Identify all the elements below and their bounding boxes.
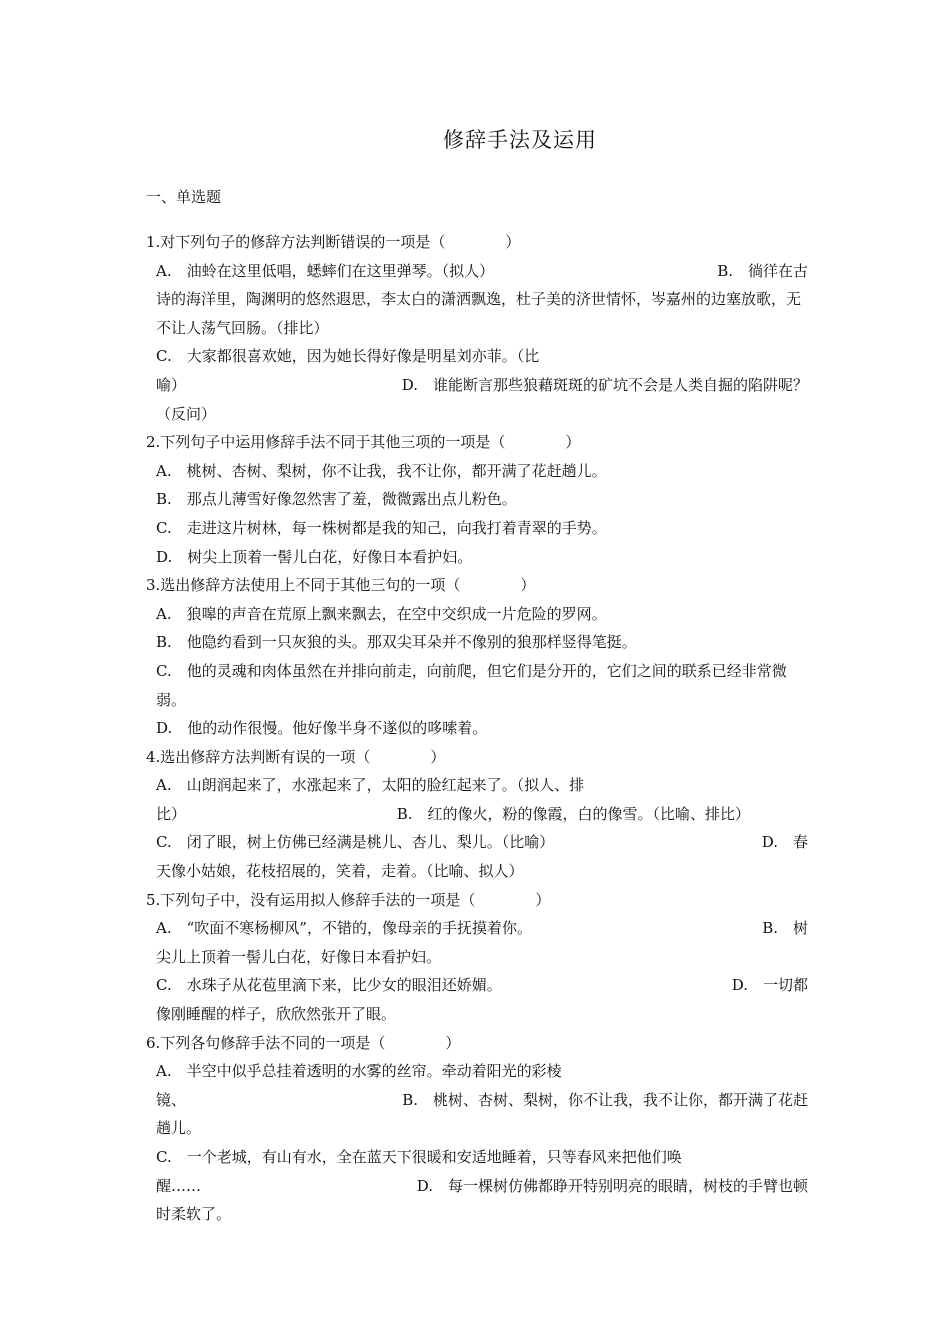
question-stem: 2.下列句子中运用修辞手法不同于其他三项的一项是（ ） [146, 433, 581, 452]
question-stem: 1.对下列句子的修辞方法判断错误的一项是（ ） [146, 233, 521, 251]
option-row [146, 1086, 808, 1115]
option-d-continuation: 天像小姑娘，花枝招展的，笑着，走着。（比喻、拟人） [156, 862, 524, 881]
option-d: D. 一切都 [731, 976, 808, 995]
option-b-continuation: 尖儿上顶着一髻儿白花，好像日本看护妇。 [156, 947, 442, 966]
option-a: A. 山朗润起来了，水涨起来了，太阳的脸红起来了。（拟人、排 [156, 776, 585, 795]
option-b-continuation: 诗的海洋里，陶渊明的悠然遐思，李太白的潇洒飘逸，杜子美的济世情怀，岑嘉州的边塞放歌，无不让人荡气回肠。（排比） [156, 290, 802, 337]
option-d: D. 谁能断言那些狼藉斑斑的矿坑不会是人类自掘的陷阱呢？ [401, 375, 808, 394]
option-row [146, 800, 808, 829]
option-a: A. “吹面不寒杨柳风”，不错的，像母亲的手抚摸着你。 [156, 919, 532, 938]
option-c-tail: 醒…… [156, 1176, 202, 1195]
option-c: C. 闭了眼，树上仿佛已经满是桃儿、杏儿、梨儿。（比喻） [156, 833, 555, 852]
option-row [146, 1172, 808, 1201]
option-b: B. 树 [762, 919, 808, 938]
option-c: C. 他的灵魂和肉体虽然在并排向前走，向前爬，但它们是分开的，它们之间的联系已经非常微弱。 [156, 661, 787, 709]
option-row [146, 371, 808, 400]
option-a: A. 油蛉在这里低唱，蟋蟀们在这里弹琴。（拟人） [156, 261, 495, 280]
option-b-continuation: 趟儿。 [156, 1119, 202, 1138]
option-b: B. 红的像火，粉的像霞，白的像雪。（比喻、排比） [396, 804, 750, 823]
option-d: D. 春 [761, 833, 808, 852]
option-row [146, 257, 808, 286]
question-stem: 5.下列句子中，没有运用拟人修辞手法的一项是（ ） [146, 890, 551, 909]
option-b: B. 桃树、杏树、梨树，你不让我，我不让你，都开满了花赶 [402, 1090, 808, 1109]
section-heading: 一、单选题 [146, 188, 222, 206]
option-d-continuation: （反问） [156, 404, 217, 423]
option-d-continuation: 像刚睡醒的样子，欣欣然张开了眼。 [156, 1005, 397, 1024]
option-a: A. 半空中似乎总挂着透明的水雾的丝帘。牵动着阳光的彩棱 [156, 1062, 562, 1081]
question-list [146, 228, 808, 1229]
option-c-tail: 喻） [156, 375, 187, 394]
option-a-tail: 镜、 [156, 1090, 187, 1109]
option-b: B. 徜徉在古 [717, 261, 808, 280]
option-a: A. 桃树、杏树、梨树，你不让我，我不让你，都开满了花赶趟儿。 [156, 461, 607, 480]
document-title: 修辞手法及运用 [443, 128, 597, 152]
question-stem: 6.下列各句修辞手法不同的一项是（ ） [146, 1033, 461, 1052]
option-d: D. 他的动作很慢。他好像半身不遂似的哆嗦着。 [156, 719, 488, 738]
option-c: C. 走进这片树林，每一株树都是我的知己，向我打着青翠的手势。 [156, 518, 607, 537]
option-d-continuation: 时柔软了。 [156, 1205, 232, 1224]
option-a: A. 狼嗥的声音在荒原上飘来飘去，在空中交织成一片危险的罗网。 [156, 604, 607, 623]
option-b: B. 他隐约看到一只灰狼的头。那双尖耳朵并不像别的狼那样竖得笔挺。 [156, 633, 637, 652]
option-b: B. 那点儿薄雪好像忽然害了羞，微微露出点儿粉色。 [156, 490, 517, 509]
option-d: D. 每一棵树仿佛都睁开特别明亮的眼睛，树枝的手臂也顿 [416, 1176, 808, 1195]
option-a-tail: 比） [156, 804, 187, 823]
option-c: C. 一个老城，有山有水，全在蓝天下很暖和安适地睡着，只等春风来把他们唤 [156, 1148, 682, 1166]
option-c: C. 水珠子从花苞里滴下来，比少女的眼泪还娇媚。 [156, 976, 502, 995]
question-stem: 3.选出修辞方法使用上不同于其他三句的一项（ ） [146, 576, 536, 595]
question-stem: 4.选出修辞方法判断有误的一项（ ） [146, 747, 446, 766]
option-row [146, 971, 808, 1000]
option-d: D. 树尖上顶着一髻儿白花，好像日本看护妇。 [156, 547, 473, 566]
option-row [146, 828, 808, 857]
option-c: C. 大家都很喜欢她，因为她长得好像是明星刘亦菲。（比 [156, 347, 540, 366]
option-row [146, 914, 808, 943]
